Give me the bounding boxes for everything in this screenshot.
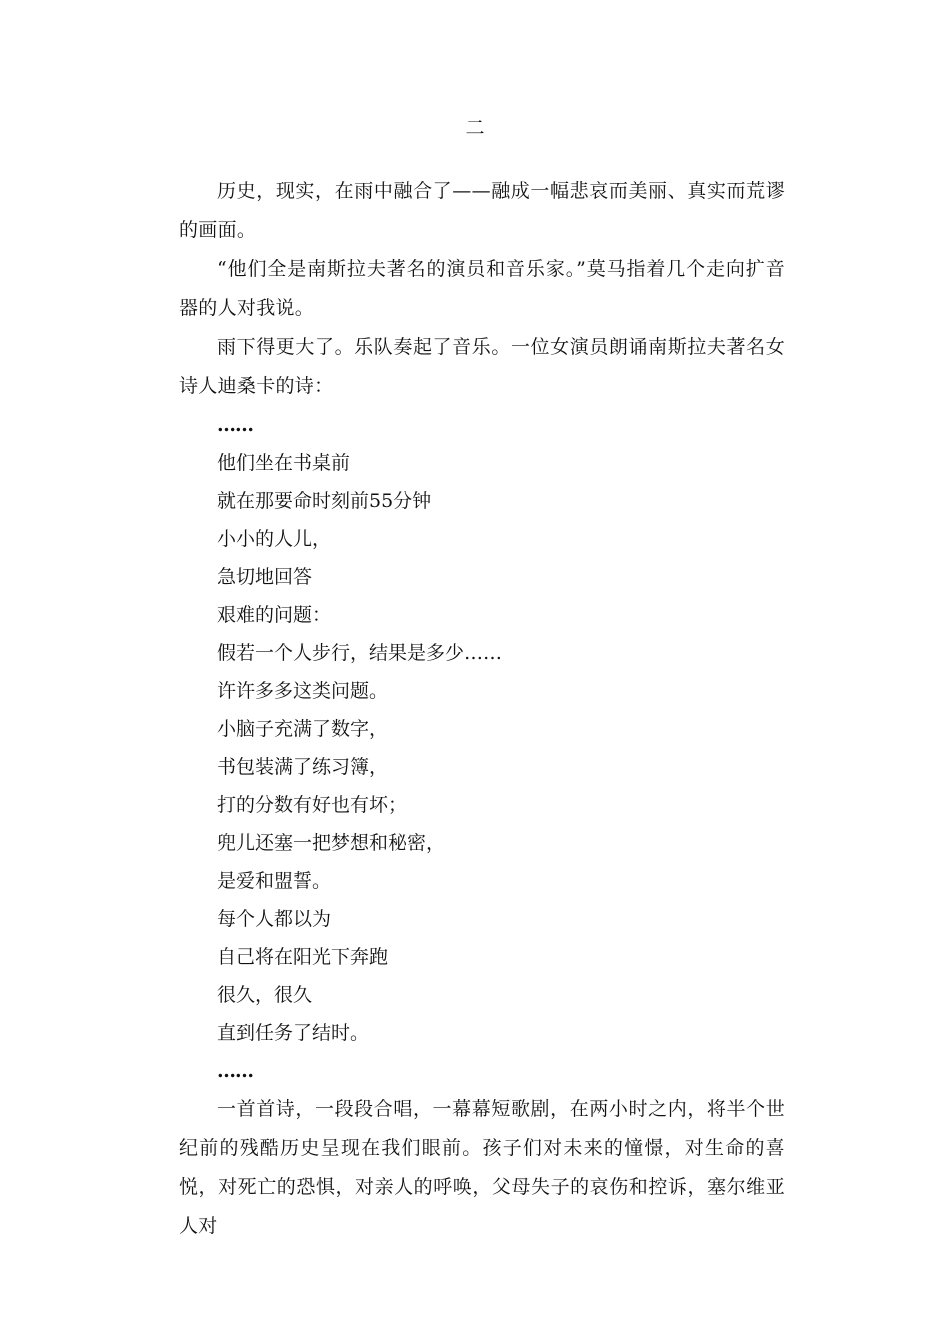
paragraph-rain-music: 雨下得更大了。乐队奏起了音乐。一位女演员朗诵南斯拉夫著名女诗人迪桑卡的诗： <box>179 336 785 397</box>
poem-line: 小脑子充满了数字， <box>217 718 389 740</box>
poem-line: 每个人都以为 <box>217 908 332 930</box>
poem-line: 急切地回答 <box>217 566 313 588</box>
poem-line: 小小的人儿， <box>217 528 332 550</box>
poem-line: 兜儿还塞一把梦想和秘密， <box>217 832 446 854</box>
body-text <box>179 172 785 1246</box>
poem-line: 是爱和盟誓。 <box>217 870 332 892</box>
poem-line: 假若一个人步行，结果是多少…… <box>217 642 503 664</box>
poem-line: 自己将在阳光下奔跑 <box>217 946 389 968</box>
poem-open-ellipsis: …… <box>217 414 253 436</box>
poem-line: 书包装满了练习簿， <box>217 756 389 778</box>
poem-line: 他们坐在书桌前 <box>217 452 351 474</box>
section-title: 二 <box>465 117 485 139</box>
poem-line: 艰难的问题： <box>217 604 332 626</box>
poem-line: 很久，很久 <box>217 984 313 1006</box>
poem-block <box>179 406 785 1090</box>
poem-line: 打的分数有好也有坏； <box>217 794 408 816</box>
poem-line: 直到任务了结时。 <box>217 1022 370 1044</box>
paragraph-momo-quote: “他们全是南斯拉夫著名的演员和音乐家。”莫马指着几个走向扩音器的人对我说。 <box>179 258 785 319</box>
poem-line: 许许多多这类问题。 <box>217 680 389 702</box>
paragraph-history-reality: 历史，现实，在雨中融合了——融成一幅悲哀而美丽、真实而荒谬的画面。 <box>179 180 785 241</box>
poem-line: 就在那要命时刻前55分钟 <box>217 490 432 512</box>
paragraph-poems-and-choirs: 一首首诗，一段段合唱，一幕幕短歌剧，在两小时之内，将半个世纪前的残酷历史呈现在我们眼前。孩子们对未来的憧憬，对生命的喜悦，对死亡的恐惧，对亲人的呼唤，父母失子的哀伤和控诉，塞尔维亚人对 <box>179 1098 785 1237</box>
poem-close-ellipsis: …… <box>217 1060 253 1082</box>
